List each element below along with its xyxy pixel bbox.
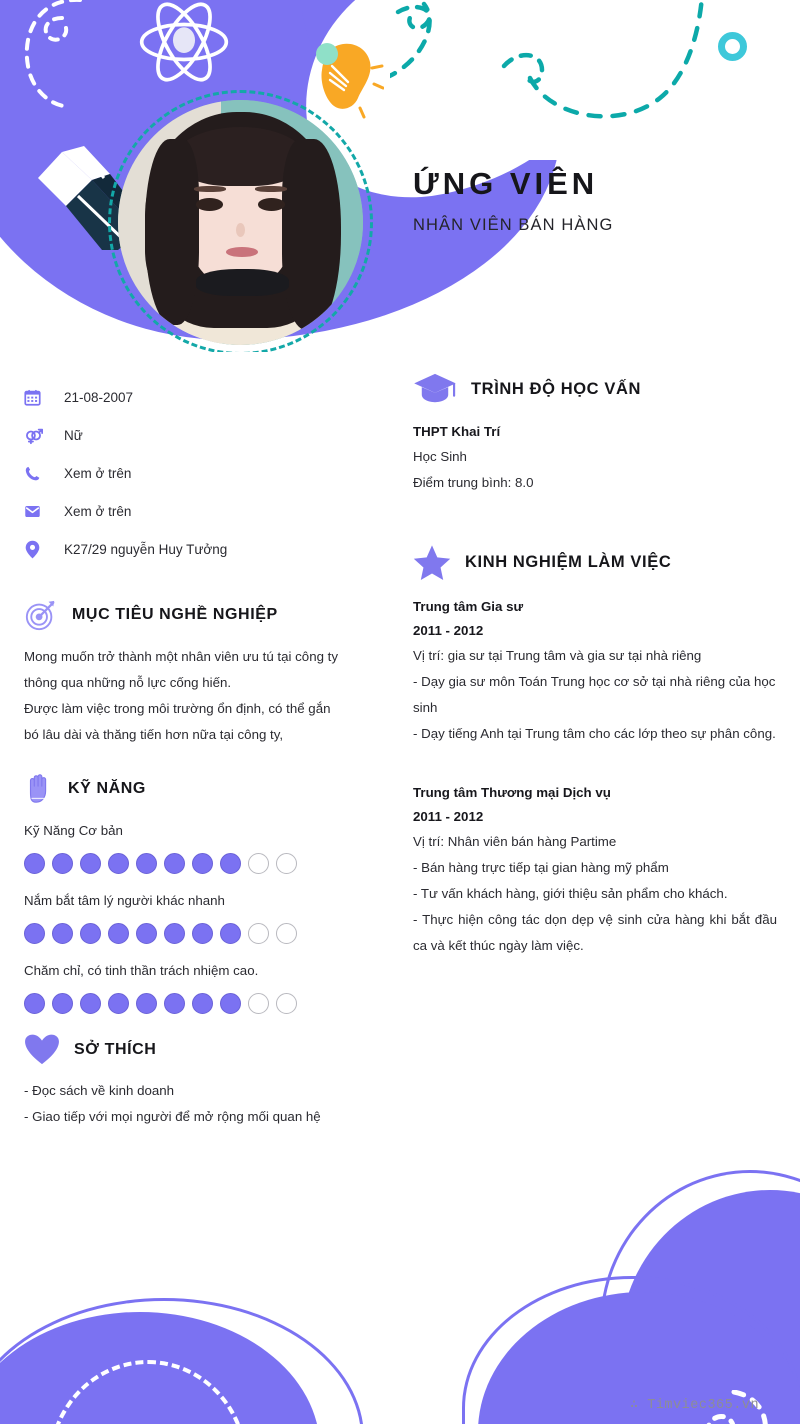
education-school: THPT Khai Trí <box>413 424 501 439</box>
rating-dot-filled <box>52 923 73 944</box>
hobby-line: - Giao tiếp với mọi người để mở rộng mối quan hệ <box>24 1109 321 1124</box>
skill-item <box>24 818 344 874</box>
dashed-swirl-icon <box>18 0 98 114</box>
contact-item-gender <box>24 416 344 454</box>
dashed-teal-curve <box>390 0 790 134</box>
objective-paragraph-2: Được làm việc trong môi trường ổn định, có thể gắn bó lâu dài và thăng tiến hơn nữa tại công ty, <box>24 701 331 742</box>
section-title: SỞ THÍCH <box>74 1041 157 1058</box>
atom-icon <box>138 0 230 88</box>
rating-dot-filled <box>24 853 45 874</box>
rating-dot-filled <box>164 853 185 874</box>
calendar-icon <box>24 389 54 406</box>
rating-dot-filled <box>220 993 241 1014</box>
section-title: KỸ NĂNG <box>68 780 146 797</box>
rating-dot-filled <box>80 993 101 1014</box>
skills-list <box>24 818 344 1014</box>
email-icon <box>24 503 54 520</box>
skill-item <box>24 888 344 944</box>
footer-decoration <box>0 1160 800 1424</box>
experience-period: 2011 - 2012 <box>413 809 484 824</box>
rating-dot-filled <box>24 923 45 944</box>
heart-icon <box>24 1034 60 1066</box>
rating-dot-empty <box>276 853 297 874</box>
contact-item-phone <box>24 454 344 492</box>
objective-paragraph-1: Mong muốn trở thành một nhân viên ưu tú tại công ty thông qua những nỗ lực cống hiến. <box>24 649 339 690</box>
contact-item-birthdate <box>24 378 344 416</box>
section-header-hobbies <box>24 1034 344 1066</box>
section-header-objective <box>24 598 344 632</box>
education-line: Điểm trung bình: 8.0 <box>413 475 534 490</box>
gender-icon <box>24 426 54 445</box>
contact-item-address <box>24 530 344 568</box>
rating-dot-filled <box>192 993 213 1014</box>
rating-dot-filled <box>220 853 241 874</box>
section-title: MỤC TIÊU NGHỀ NGHIỆP <box>72 606 278 623</box>
rating-dot-filled <box>52 993 73 1014</box>
contact-value: 21-08-2007 <box>64 389 134 405</box>
experience-entry <box>413 595 777 747</box>
section-header-skills <box>24 772 344 806</box>
experience-position: Vị trí: Nhân viên bán hàng Partime <box>413 834 617 849</box>
experience-position: Vị trí: gia sư tại Trung tâm và gia sư tại nhà riêng <box>413 648 702 663</box>
rating-dot-empty <box>276 993 297 1014</box>
experience-company: Trung tâm Gia sư <box>413 599 524 614</box>
rating-dot-empty <box>248 923 269 944</box>
page-subtitle: NHÂN VIÊN BÁN HÀNG <box>413 216 614 234</box>
rating-dot-filled <box>80 853 101 874</box>
page-title: ỨNG VIÊN <box>413 166 599 201</box>
experience-company: Trung tâm Thương mại Dịch vụ <box>413 785 611 800</box>
contact-value: Xem ở trên <box>64 465 132 481</box>
watermark: ∴ Timviec365.vn <box>630 1398 760 1413</box>
education-entry <box>413 420 777 496</box>
skill-rating <box>24 993 344 1014</box>
skill-rating <box>24 923 344 944</box>
experience-duty: - Dạy tiếng Anh tại Trung tâm cho các lớp theo sự phân công. <box>413 726 776 741</box>
education-line: Học Sinh <box>413 449 467 464</box>
phone-icon <box>24 465 54 482</box>
skill-item <box>24 958 344 1014</box>
rating-dot-filled <box>220 923 241 944</box>
contact-item-email <box>24 492 344 530</box>
experience-duty: - Dạy gia sư môn Toán Trung học cơ sở tại nhà riêng của học sinh <box>413 674 776 715</box>
rating-dot-filled <box>24 993 45 1014</box>
header-banner <box>0 0 800 352</box>
rating-dot-filled <box>108 993 129 1014</box>
rating-dot-filled <box>164 993 185 1014</box>
contact-value: Xem ở trên <box>64 503 132 519</box>
target-icon <box>24 598 58 632</box>
skill-label: Chăm chỉ, có tinh thần trách nhiệm cao. <box>24 963 259 978</box>
experience-duty: - Tư vấn khách hàng, giới thiệu sản phẩm cho khách. <box>413 886 728 901</box>
rating-dot-filled <box>80 923 101 944</box>
rating-dot-empty <box>248 993 269 1014</box>
hand-icon <box>24 772 54 806</box>
rating-dot-filled <box>136 993 157 1014</box>
experience-duty: - Thực hiện công tác dọn dẹp vệ sinh cửa hàng khi bắt đầu ca và kết thúc ngày làm việc. <box>413 912 777 953</box>
rating-dot-filled <box>136 923 157 944</box>
right-column <box>413 372 777 963</box>
avatar-dashed-border <box>108 90 373 352</box>
location-icon <box>24 540 54 559</box>
contact-list <box>24 378 344 568</box>
contact-value: K27/29 nguyễn Huy Tưởng <box>64 541 228 557</box>
left-column <box>24 378 344 1130</box>
graduation-cap-icon <box>413 372 457 406</box>
section-header-experience <box>413 544 777 581</box>
experience-period: 2011 - 2012 <box>413 623 484 638</box>
cyan-ring-icon <box>718 32 747 61</box>
skill-label: Nắm bắt tâm lý người khác nhanh <box>24 893 225 908</box>
section-title: TRÌNH ĐỘ HỌC VẤN <box>471 379 642 398</box>
experience-duty: - Bán hàng trực tiếp tại gian hàng mỹ phẩm <box>413 860 669 875</box>
rating-dot-filled <box>108 923 129 944</box>
avatar <box>108 90 373 352</box>
rating-dot-filled <box>164 923 185 944</box>
skill-rating <box>24 853 344 874</box>
rating-dot-empty <box>276 923 297 944</box>
section-header-education <box>413 372 777 406</box>
experience-entry <box>413 781 777 959</box>
rating-dot-filled <box>52 853 73 874</box>
rating-dot-filled <box>192 853 213 874</box>
section-title: KINH NGHIỆM LÀM VIỆC <box>465 553 672 571</box>
rating-dot-filled <box>136 853 157 874</box>
rating-dot-filled <box>108 853 129 874</box>
rating-dot-filled <box>192 923 213 944</box>
skill-label: Kỹ Năng Cơ bản <box>24 823 123 838</box>
star-icon <box>413 544 451 581</box>
hobby-line: - Đọc sách về kinh doanh <box>24 1083 175 1098</box>
contact-value: Nữ <box>64 427 83 443</box>
rating-dot-empty <box>248 853 269 874</box>
